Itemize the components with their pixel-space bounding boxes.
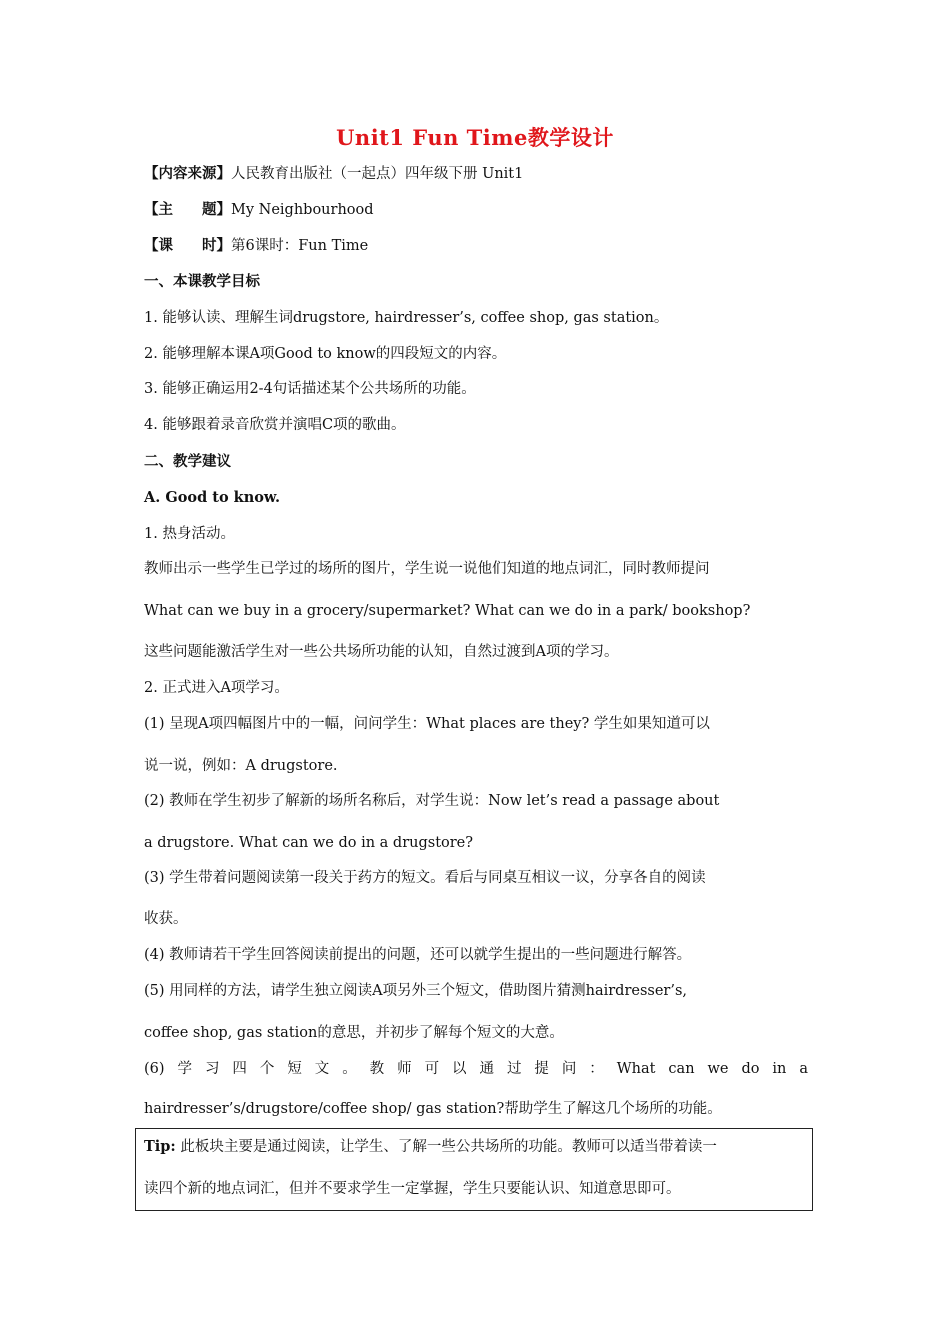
word: 教 [369,1061,385,1077]
tip-line: 读四个新的地点词汇，但并不要求学生一定掌握，学生只要能认识、知道意思即可。 [144,1181,681,1197]
word: (6) [144,1061,165,1077]
objective-item: 2. 能够理解本课A项Good to know的四段短文的内容。 [144,346,507,362]
step2-heading: 2. 正式进入A项学习。 [144,680,289,696]
tip-label: Tip: [144,1138,176,1155]
word: 个 [259,1061,275,1077]
paragraph-line: 说一说，例如：A drugstore. [144,758,338,774]
word: 学 [177,1061,192,1077]
word: 习 [204,1061,220,1077]
word: 四 [232,1061,247,1077]
word: 以 [452,1061,467,1077]
meta-lesson-value: 第6课时：Fun Time [231,238,369,254]
paragraph-line: (4) 教师请若干学生回答阅读前提出的问题，还可以就学生提出的一些问题进行解答。 [144,947,692,963]
word: do [741,1061,760,1077]
meta-topic [144,200,808,220]
paragraph-line: (2) 教师在学生初步了解新的场所名称后，对学生说：Now let’s read a passage about [144,793,720,809]
section1-heading: 一、本课教学目标 [144,273,260,290]
meta-source [144,164,808,184]
word: What [616,1061,656,1077]
word: ： [589,1061,604,1077]
meta-source-value: 人民教育出版社（一起点）四年级下册 Unit1 [231,166,524,182]
meta-topic-label: 【主 题】 [144,201,231,218]
paragraph-line: hairdresser’s/drugstore/coffee shop/ gas station?帮助学生了解这几个场所的功能。 [144,1101,722,1117]
word: 问 [561,1061,577,1077]
section2-heading: 二、教学建议 [144,453,231,470]
paragraph-line: (5) 用同样的方法，请学生独立阅读A项另外三个短文，借助图片猜测hairdresser’s, [144,983,688,999]
paragraph-line: (1) 呈现A项四幅图片中的一幅，问问学生：What places are they? 学生如果知道可以 [144,716,710,732]
paragraph-line: 收获。 [144,911,188,927]
paragraph-line: 这些问题能激活学生对一些公共场所功能的认知，自然过渡到A项的学习。 [144,644,619,660]
objective-item: 1. 能够认读、理解生词drugstore, hairdresser’s, coffee shop, gas station。 [144,310,669,326]
justified-line [144,1059,808,1079]
word: 文 [314,1061,330,1077]
meta-topic-value: My Neighbourhood [231,202,374,218]
word: 提 [534,1061,549,1077]
paragraph-line: coffee shop, gas station的意思，并初步了解每个短文的大意。 [144,1025,564,1041]
objective-item: 4. 能够跟着录音欣赏并演唱C项的歌曲。 [144,417,406,433]
paragraph-line: What can we buy in a grocery/supermarket? What can we do in a park/ bookshop? [144,603,751,619]
objective-item: 3. 能够正确运用2-4句话描述某个公共场所的功能。 [144,381,476,397]
paragraph-line: 教师出示一些学生已学过的场所的图片，学生说一说他们知道的地点词汇，同时教师提问 [144,561,710,577]
tip-box [135,1128,813,1211]
subsection-a-heading: A. Good to know. [144,489,281,506]
word: we [707,1061,729,1077]
tip-line [144,1137,806,1157]
paragraph-line: a drugstore. What can we do in a drugstore? [144,835,474,851]
meta-source-label: 【内容来源】 [144,165,231,182]
word: 短 [287,1061,302,1077]
meta-lesson-label: 【课 时】 [144,237,231,254]
word: 。 [342,1061,357,1077]
word: 通 [479,1061,494,1077]
word: 可 [424,1061,440,1077]
word: can [668,1061,695,1077]
page-title: Unit1 Fun Time教学设计 [336,125,614,150]
word: a [799,1061,808,1077]
meta-lesson [144,236,808,256]
word: 师 [397,1061,412,1077]
word: in [772,1061,787,1077]
step1-heading: 1. 热身活动。 [144,526,235,542]
word: 过 [506,1061,522,1077]
paragraph-line: (3) 学生带着问题阅读第一段关于药方的短文。看后与同桌互相议一议，分享各自的阅读 [144,870,706,886]
tip-text: 此板块主要是通过阅读，让学生、了解一些公共场所的功能。教师可以适当带着读一 [175,1139,717,1155]
